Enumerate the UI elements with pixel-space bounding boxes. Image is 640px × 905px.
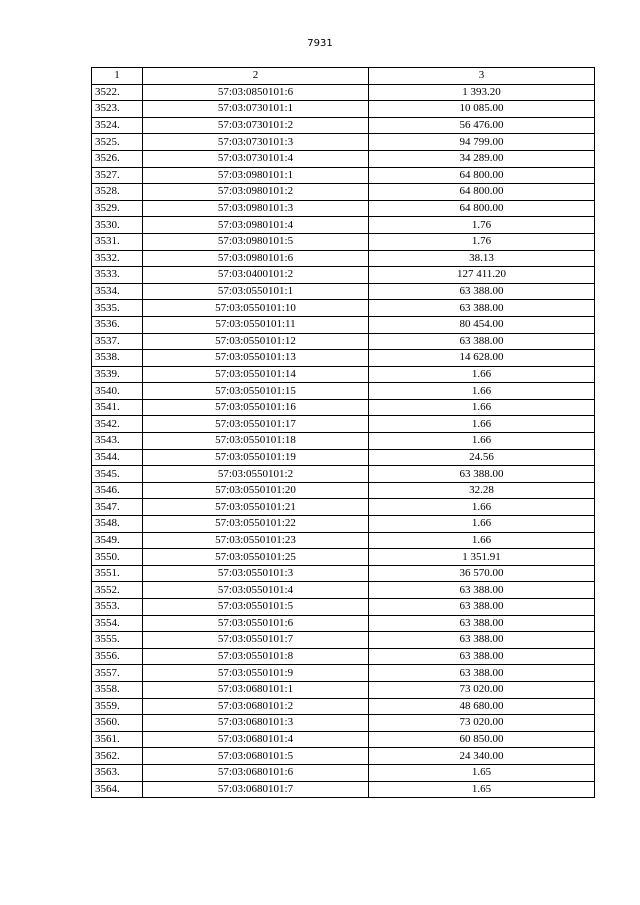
row-number-cell: 3554. (92, 615, 143, 632)
value-cell: 1.65 (369, 781, 595, 798)
value-cell: 60 850.00 (369, 731, 595, 748)
value-cell: 32.28 (369, 482, 595, 499)
cadastral-number-cell: 57:03:0550101:2 (143, 466, 369, 483)
row-number-cell: 3552. (92, 582, 143, 599)
row-number-cell: 3522. (92, 84, 143, 101)
row-number-cell: 3538. (92, 350, 143, 367)
row-number-cell: 3558. (92, 681, 143, 698)
value-cell: 63 388.00 (369, 599, 595, 616)
value-cell: 1 351.91 (369, 549, 595, 566)
value-cell: 64 800.00 (369, 200, 595, 217)
row-number-cell: 3547. (92, 499, 143, 516)
value-cell: 1.66 (369, 516, 595, 533)
row-number-cell: 3550. (92, 549, 143, 566)
cadastral-number-cell: 57:03:0730101:4 (143, 150, 369, 167)
table-row (92, 615, 595, 632)
row-number-cell: 3561. (92, 731, 143, 748)
cadastral-number-cell: 57:03:0550101:23 (143, 532, 369, 549)
table-row (92, 499, 595, 516)
value-cell: 73 020.00 (369, 715, 595, 732)
row-number-cell: 3529. (92, 200, 143, 217)
cadastral-number-cell: 57:03:0730101:1 (143, 101, 369, 118)
table-header-row (92, 68, 595, 85)
cadastral-number-cell: 57:03:0680101:1 (143, 681, 369, 698)
row-number-cell: 3553. (92, 599, 143, 616)
table-row (92, 300, 595, 317)
cadastral-number-cell: 57:03:0550101:17 (143, 416, 369, 433)
row-number-cell: 3562. (92, 748, 143, 765)
row-number-cell: 3531. (92, 233, 143, 250)
table-row (92, 283, 595, 300)
row-number-cell: 3535. (92, 300, 143, 317)
table-row (92, 184, 595, 201)
table-row (92, 167, 595, 184)
table-row (92, 748, 595, 765)
cadastral-number-cell: 57:03:0550101:10 (143, 300, 369, 317)
value-cell: 1.66 (369, 499, 595, 516)
value-cell: 63 388.00 (369, 582, 595, 599)
table-row (92, 333, 595, 350)
cadastral-number-cell: 57:03:0980101:6 (143, 250, 369, 267)
cadastral-number-cell: 57:03:0550101:19 (143, 449, 369, 466)
cadastral-number-cell: 57:03:0730101:3 (143, 134, 369, 151)
row-number-cell: 3563. (92, 764, 143, 781)
cadastral-number-cell: 57:03:0550101:3 (143, 565, 369, 582)
value-cell: 63 388.00 (369, 283, 595, 300)
row-number-cell: 3546. (92, 482, 143, 499)
value-cell: 63 388.00 (369, 615, 595, 632)
table-row (92, 516, 595, 533)
value-cell: 56 476.00 (369, 117, 595, 134)
table-row (92, 764, 595, 781)
value-cell: 63 388.00 (369, 632, 595, 649)
table-row (92, 731, 595, 748)
value-cell: 1.66 (369, 383, 595, 400)
value-cell: 1.76 (369, 233, 595, 250)
table-row (92, 549, 595, 566)
row-number-cell: 3551. (92, 565, 143, 582)
table-row (92, 383, 595, 400)
cadastral-number-cell: 57:03:0680101:3 (143, 715, 369, 732)
cadastral-number-cell: 57:03:0550101:15 (143, 383, 369, 400)
table-row (92, 399, 595, 416)
cadastral-number-cell: 57:03:0980101:5 (143, 233, 369, 250)
value-cell: 64 800.00 (369, 184, 595, 201)
value-cell: 73 020.00 (369, 681, 595, 698)
table-row (92, 117, 595, 134)
row-number-cell: 3537. (92, 333, 143, 350)
table-row (92, 582, 595, 599)
row-number-cell: 3541. (92, 399, 143, 416)
value-cell: 63 388.00 (369, 300, 595, 317)
row-number-cell: 3543. (92, 433, 143, 450)
cadastral-number-cell: 57:03:0550101:7 (143, 632, 369, 649)
table-row (92, 150, 595, 167)
table-row (92, 84, 595, 101)
cadastral-number-cell: 57:03:0550101:16 (143, 399, 369, 416)
value-cell: 63 388.00 (369, 466, 595, 483)
value-cell: 1.66 (369, 532, 595, 549)
cadastral-number-cell: 57:03:0550101:13 (143, 350, 369, 367)
value-cell: 63 388.00 (369, 333, 595, 350)
cadastral-number-cell: 57:03:0980101:2 (143, 184, 369, 201)
value-cell: 10 085.00 (369, 101, 595, 118)
table-row (92, 781, 595, 798)
registry-table (91, 67, 595, 798)
cadastral-number-cell: 57:03:0550101:12 (143, 333, 369, 350)
table-row (92, 482, 595, 499)
table-body (92, 84, 595, 798)
cadastral-number-cell: 57:03:0550101:1 (143, 283, 369, 300)
row-number-cell: 3533. (92, 267, 143, 284)
table-row (92, 416, 595, 433)
table-row (92, 632, 595, 649)
value-cell: 1.66 (369, 416, 595, 433)
cadastral-number-cell: 57:03:0980101:4 (143, 217, 369, 234)
cadastral-number-cell: 57:03:0550101:9 (143, 665, 369, 682)
row-number-cell: 3557. (92, 665, 143, 682)
table-row (92, 433, 595, 450)
cadastral-number-cell: 57:03:0680101:2 (143, 698, 369, 715)
column-header-2: 2 (143, 68, 369, 85)
row-number-cell: 3536. (92, 316, 143, 333)
table-row (92, 665, 595, 682)
value-cell: 1.65 (369, 764, 595, 781)
cadastral-number-cell: 57:03:0680101:5 (143, 748, 369, 765)
cadastral-number-cell: 57:03:0550101:18 (143, 433, 369, 450)
row-number-cell: 3525. (92, 134, 143, 151)
table-row (92, 715, 595, 732)
cadastral-number-cell: 57:03:0550101:8 (143, 648, 369, 665)
row-number-cell: 3560. (92, 715, 143, 732)
value-cell: 1.76 (369, 217, 595, 234)
value-cell: 48 680.00 (369, 698, 595, 715)
value-cell: 24.56 (369, 449, 595, 466)
row-number-cell: 3564. (92, 781, 143, 798)
cadastral-number-cell: 57:03:0680101:6 (143, 764, 369, 781)
table-row (92, 599, 595, 616)
value-cell: 1.66 (369, 433, 595, 450)
table-row (92, 532, 595, 549)
table-row (92, 200, 595, 217)
cadastral-number-cell: 57:03:0550101:14 (143, 366, 369, 383)
value-cell: 1.66 (369, 366, 595, 383)
value-cell: 64 800.00 (369, 167, 595, 184)
table-row (92, 648, 595, 665)
row-number-cell: 3530. (92, 217, 143, 234)
row-number-cell: 3539. (92, 366, 143, 383)
column-header-3: 3 (369, 68, 595, 85)
row-number-cell: 3549. (92, 532, 143, 549)
cadastral-number-cell: 57:03:0980101:3 (143, 200, 369, 217)
table-row (92, 101, 595, 118)
row-number-cell: 3523. (92, 101, 143, 118)
value-cell: 63 388.00 (369, 665, 595, 682)
table-row (92, 233, 595, 250)
table-row (92, 134, 595, 151)
table-row (92, 217, 595, 234)
cadastral-number-cell: 57:03:0550101:25 (143, 549, 369, 566)
cadastral-number-cell: 57:03:0550101:5 (143, 599, 369, 616)
value-cell: 38.13 (369, 250, 595, 267)
cadastral-number-cell: 57:03:0400101:2 (143, 267, 369, 284)
cadastral-number-cell: 57:03:0550101:4 (143, 582, 369, 599)
table-row (92, 366, 595, 383)
value-cell: 80 454.00 (369, 316, 595, 333)
value-cell: 1 393.20 (369, 84, 595, 101)
row-number-cell: 3542. (92, 416, 143, 433)
table-row (92, 466, 595, 483)
cadastral-number-cell: 57:03:0680101:7 (143, 781, 369, 798)
table-row (92, 267, 595, 284)
table-row (92, 250, 595, 267)
row-number-cell: 3555. (92, 632, 143, 649)
value-cell: 14 628.00 (369, 350, 595, 367)
value-cell: 127 411.20 (369, 267, 595, 284)
value-cell: 36 570.00 (369, 565, 595, 582)
row-number-cell: 3532. (92, 250, 143, 267)
row-number-cell: 3559. (92, 698, 143, 715)
value-cell: 24 340.00 (369, 748, 595, 765)
table-row (92, 681, 595, 698)
cadastral-number-cell: 57:03:0550101:6 (143, 615, 369, 632)
table-row (92, 316, 595, 333)
table-row (92, 449, 595, 466)
table-row (92, 565, 595, 582)
value-cell: 63 388.00 (369, 648, 595, 665)
cadastral-number-cell: 57:03:0550101:22 (143, 516, 369, 533)
row-number-cell: 3526. (92, 150, 143, 167)
cadastral-number-cell: 57:03:0680101:4 (143, 731, 369, 748)
table-row (92, 350, 595, 367)
row-number-cell: 3556. (92, 648, 143, 665)
row-number-cell: 3540. (92, 383, 143, 400)
table-row (92, 698, 595, 715)
row-number-cell: 3524. (92, 117, 143, 134)
value-cell: 94 799.00 (369, 134, 595, 151)
page-number: 7931 (307, 38, 333, 49)
column-header-1: 1 (92, 68, 143, 85)
row-number-cell: 3527. (92, 167, 143, 184)
cadastral-number-cell: 57:03:0730101:2 (143, 117, 369, 134)
row-number-cell: 3528. (92, 184, 143, 201)
cadastral-number-cell: 57:03:0980101:1 (143, 167, 369, 184)
row-number-cell: 3534. (92, 283, 143, 300)
cadastral-number-cell: 57:03:0850101:6 (143, 84, 369, 101)
cadastral-number-cell: 57:03:0550101:11 (143, 316, 369, 333)
row-number-cell: 3548. (92, 516, 143, 533)
row-number-cell: 3545. (92, 466, 143, 483)
cadastral-number-cell: 57:03:0550101:20 (143, 482, 369, 499)
cadastral-number-cell: 57:03:0550101:21 (143, 499, 369, 516)
value-cell: 34 289.00 (369, 150, 595, 167)
row-number-cell: 3544. (92, 449, 143, 466)
value-cell: 1.66 (369, 399, 595, 416)
